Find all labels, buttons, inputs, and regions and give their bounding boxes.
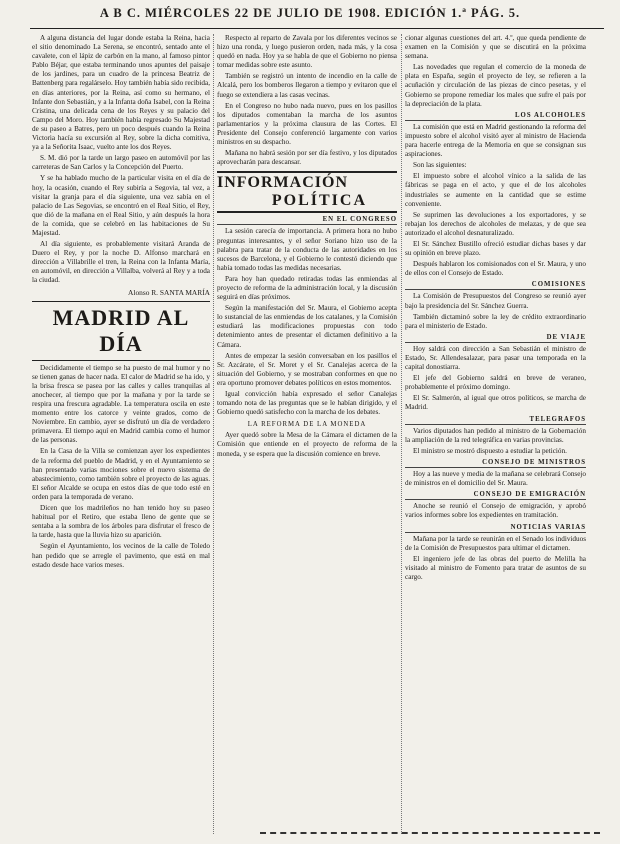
header-rule bbox=[30, 28, 604, 29]
paragraph: Igual convicción había expresado el señor Canalejas tomando nota de las preguntas que se le habían dirigido, y el Gobierno quedó satisfecho con la marcha de los debates. bbox=[217, 390, 397, 417]
paragraph: Se suprimen las devoluciones a los exportadores, y se rebajan los derechos de alcoholes de melazas, y de que sea autorizado el alcohol desnaturalizado. bbox=[405, 210, 586, 237]
paragraph: El jefe del Gobierno saldrá en breve de veraneo, probablemente el próximo domingo. bbox=[405, 374, 586, 392]
column-3 bbox=[405, 34, 586, 834]
paragraph: Ayer quedó sobre la Mesa de la Cámara el dictamen de la Comisión que entiende en el proyecto de reforma de la moneda, y se espera que la discusión comience en breve. bbox=[217, 431, 397, 458]
subheading: DE VIAJE bbox=[405, 333, 586, 343]
paragraph: Decididamente el tiempo se ha puesto de mal humor y no se tienen ganas de hacer nada. El calor de Madrid se ha ido, y la brisa fresca se pasea por las calles y calles tranquilas al anochecer, al tiempo que por la mañana y por la tarde se respira una frescura agradable. La temperatura oscila en este momento entre los catorce y veinte grados, como de Noviembre. En cambio, ayer se disfrutó un día de verdadero primavera. El tiempo aquí en Madrid cambia como el humor de las personas. bbox=[32, 363, 210, 445]
subheading: COMISIONES bbox=[405, 280, 586, 290]
subheading: CONSEJO DE MINISTROS bbox=[405, 458, 586, 468]
column-2 bbox=[217, 34, 397, 834]
paragraph: El impuesto sobre el alcohol vínico a la salida de las fábricas se paga en el acto, y que el de los alcoholes industriales se aumente en la cantidad que se estime conveniente. bbox=[405, 172, 586, 208]
column-divider-2 bbox=[401, 34, 402, 834]
paragraph: Son las siguientes: bbox=[413, 161, 467, 170]
paragraph: Y se ha hablado mucho de la particular visita en el día de hoy, la ocasión, cuando el Rey subiría a Segovia, tal vez, a visitar la granja para el día siguiente, una vez sabía en el palacio de Las Segovias, se encontró en el Real Sitio, el Rey, que dió de la mañana en el Real Sitio, y aún después la hora de la comida, que se celebró en las habitaciones de Su Majestad. bbox=[32, 174, 210, 237]
section-title: INFORMACIÓN bbox=[217, 174, 348, 192]
column-1 bbox=[32, 34, 210, 834]
paragraph: Mañana por la tarde se reunirán en el Senado los individuos de la Comisión de Presupuestos para ultimar el dictamen. bbox=[405, 534, 586, 552]
paragraph: Según el Ayuntamiento, los vecinos de la calle de Toledo han pedido que se arregle el pavimento, que está en mal estado desde hace varios meses. bbox=[32, 542, 210, 569]
paragraph: También dictaminó sobre la ley de crédito extraordinario para el ministerio de Estado. bbox=[405, 312, 586, 330]
paragraph: Según la manifestación del Sr. Maura, el Gobierno acepta lo sustancial de las enmiendas de los catalanes, y la Comisión estudiará las modificaciones propuestas con todo detenimiento antes de presentar el dictamen definitivo a la Cámara. bbox=[217, 304, 397, 349]
subheading: NOTICIAS VARIAS bbox=[405, 523, 586, 533]
paragraph: También se registró un intento de incendio en la calle de Alcalá, pero los bomberos llegaron a tiempo y evitaron que el fuego se extendiera a las casas vecinas. bbox=[217, 72, 397, 99]
paragraph: Hoy saldrá con dirección a San Sebastián el ministro de Estado, Sr. Allendesalazar, para pasar una temporada en la capital donostiarra. bbox=[405, 344, 586, 372]
paragraph: Después hablaron los comisionados con el Sr. Maura, y uno de ellos con el Consejo de Estado. bbox=[405, 260, 586, 278]
section-title-box bbox=[217, 171, 397, 213]
paragraph: cionar algunas cuestiones del art. 4.º, que queda pendiente de examen en la Comisión y que se discutirá en la próxima semana. bbox=[405, 34, 586, 61]
paragraph: Varios diputados han pedido al ministro de la Gobernación la ampliación de la red telegráfica en varias provincias. bbox=[405, 426, 586, 444]
subheading: LA REFORMA DE LA MONEDA bbox=[247, 421, 367, 429]
paragraph: La sesión carecía de importancia. A primera hora no hubo preguntas interesantes, y el señor Soriano hizo uso de la palabra para tratar de la conducta de las autoridades en los sucesos de Barcelona, y el Gobierno le contestó diciendo que había tomado todas las medidas necesarias. bbox=[217, 227, 397, 272]
column-divider-1 bbox=[213, 34, 214, 834]
paragraph: Antes de empezar la sesión conversaban en los pasillos el Sr. Azcárate, el Sr. Moret y el Sr. Canalejas acerca de la situación del Gobierno, y se mostraban conformes en que no era oportuno promover debates políticos en estos momentos. bbox=[217, 351, 397, 387]
paragraph: La Comisión de Presupuestos del Congreso se reunió ayer bajo la presidencia del Sr. Sánchez Guerra. bbox=[405, 292, 586, 310]
paragraph: La comisión que está en Madrid gestionando la reforma del impuesto sobre el alcohol visitó ayer al ministro de Hacienda para hacerle entrega de la Memoria en que se consignan sus aspiraciones. bbox=[405, 122, 586, 159]
subheading: LOS ALCOHOLES bbox=[405, 111, 586, 121]
paragraph: Dicen que los madrileños no han tenido hoy su paseo habitual por el Retiro, que estaba lleno de gente que se sentaba a la sombra de los árboles para disfrutar el fresco de la tarde, hasta que la lluvia hizo su aparición. bbox=[32, 504, 210, 540]
section-rule bbox=[32, 301, 210, 302]
paragraph: Para hoy han quedado retiradas todas las enmiendas al proyecto de reforma de la administración local, y la discusión seguirá en días próximos. bbox=[217, 274, 397, 302]
paragraph: Hoy a las nueve y media de la mañana se celebrará Consejo de ministros en el domicilio del Sr. Maura. bbox=[405, 470, 586, 488]
bottom-rule bbox=[260, 832, 600, 834]
page-header: A B C. MIÉRCOLES 22 DE JULIO DE 1908. EDICIÓN 1.ª PÁG. 5. bbox=[99, 6, 521, 20]
paragraph: Las novedades que regulan el comercio de la moneda de plata en España, según el proyecto de ley, se refieren a la acuñación y circulación de las piezas de cinco pesetas, y el Gobierno se propone remediar los males que sufre el país por la depreciación de la plata. bbox=[405, 63, 586, 108]
section-title: MADRID AL DÍA bbox=[52, 304, 190, 356]
paragraph: Al día siguiente, es probablemente visitará Aranda de Duero el Rey, y por la noche D. Alfonso marchará en dirección a Villabrille el tren, la Reina con la Infanta María, en automóvil, en dirección a Villalba, volverá al Rey y a toda la ciudad. bbox=[32, 240, 210, 285]
paragraph: Respecto al reparto de Zavala por los diferentes vecinos se hizo una ronda, y luego pusieron orden, nada más, y la cosa quedó en nada. Hoy ya se habla de que el Gobierno no piensa tomar medidas sobre este asunto. bbox=[217, 34, 397, 70]
paragraph: Anoche se reunió el Consejo de emigración, y aprobó varios informes sobre los expedientes en tramitación. bbox=[405, 502, 586, 520]
paragraph: S. M. dió por la tarde un largo paseo en automóvil por las carreteras de San Carlos y la Concepción del Puerto. bbox=[32, 154, 210, 172]
paragraph: El Sr. Sánchez Bustillo ofreció estudiar dichas bases y dar su opinión en breve plazo. bbox=[405, 239, 586, 258]
paragraph: El Sr. Salmerón, al igual que otros políticos, se marcha de Madrid. bbox=[405, 394, 586, 412]
paragraph: Mañana no habrá sesión por ser día festivo, y los diputados aprovecharán para descansar. bbox=[217, 149, 397, 167]
paragraph: En el Congreso no hubo nada nuevo, pues en los pasillos los diputados comentaban la marcha de los asuntos parlamentarios y la próxima clausura de las Cortes. El Presidente del Consejo conferenció largamente con varios ministros en su despacho. bbox=[217, 101, 397, 147]
paragraph: En la Casa de la Villa se comienzan ayer los expedientes de la reforma del pueblo de Madrid, y en el Ayuntamiento se han presentado varias mociones sobre el nuevo sistema de abastecimiento, como también sobre el proyecto de las aguas. El señor Alcalde se ocupa en estos días de que todo esté en orden para la temporada de verano. bbox=[32, 447, 210, 501]
paragraph: El ministro se mostró dispuesto a estudiar la petición. bbox=[413, 446, 567, 455]
section-rule bbox=[32, 360, 210, 361]
section-subtitle: POLÍTICA bbox=[271, 192, 367, 210]
subheading: TELEGRAFOS bbox=[405, 415, 586, 425]
subheading: EN EL CONGRESO bbox=[217, 215, 397, 225]
paragraph: El ingeniero jefe de las obras del puerto de Melilla ha visitado al ministro de Fomento para tratar de asuntos de su cargo. bbox=[405, 554, 586, 581]
paragraph: A alguna distancia del lugar donde estaba la Reina, hacia el sitio denominado La Serena, se encontró, sentado ante el cavalete, con el lápiz de carbón en la mano, al famoso pintor Pablo Béjar, que estaba terminando unos apuntes del paisaje de los jardines, para un cuadro de la princesa Beatriz de Battenberg para regalárselo. Hoy también había sido recibida, en días anteriores, por la Reina, así como su hermano, el Infante don Sebastián, y a la Infanta doña Isabel, con la Reina Cristina, una delicada cena de los Reyes y su palacio del Campo del Moro. Hoy también había regresado Su Majestad de su paseo a Batres, pero un poco después cuando la Reina Victoria hacía su excursión al Rey, sobre la dicha comitiva, ya a la Señorita Isaac, vuelto ante los dos Reyes. bbox=[32, 34, 210, 152]
signature: Alonso R. SANTA MARÍA bbox=[128, 287, 210, 297]
subheading: CONSEJO DE EMIGRACIÓN bbox=[405, 490, 586, 500]
